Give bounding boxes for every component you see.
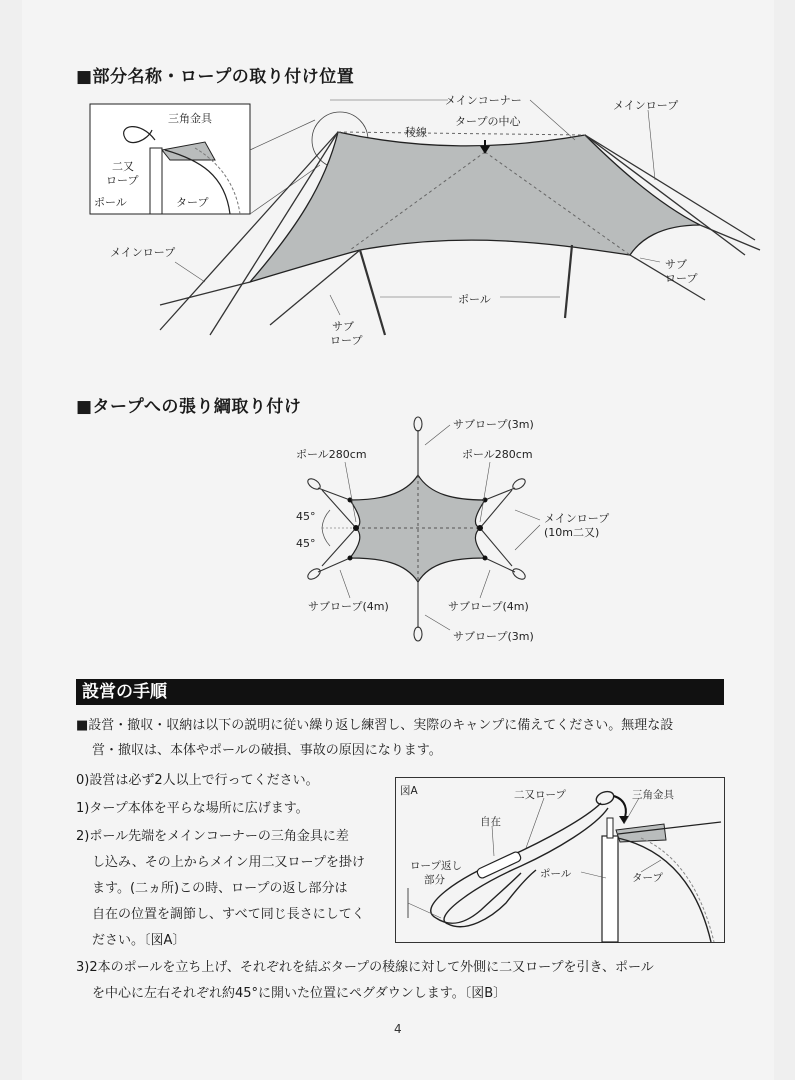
label-pole-left: ポール280cm xyxy=(296,448,367,461)
intro-line-1: ■設営・撤収・収納は以下の説明に従い繰り返し練習し、実際のキャンプに備えてください。無理な設 xyxy=(76,718,674,733)
label-triangle-fitting: 三角金具 xyxy=(168,112,212,125)
figure-a-label-triangle-fitting: 三角金具 xyxy=(632,789,674,801)
figure-a-box xyxy=(395,777,725,943)
section-title-setup: 設営の手順 xyxy=(76,679,724,705)
label-forked-rope-1: 二又 xyxy=(112,160,134,173)
figure-a-title: 図A xyxy=(400,785,418,797)
label-sub-rope-right-1: サブ xyxy=(665,258,687,271)
label-sub-rope-bottom-2: ロープ xyxy=(330,334,363,347)
step-2-line-3: ます。(二ヵ所)この時、ロープの返し部分は xyxy=(92,881,348,896)
label-tarp-center: タープの中心 xyxy=(455,115,521,128)
tarp-hexagon-diagram xyxy=(0,400,795,660)
label-sub-rope-bottom-1: サブ xyxy=(332,320,354,333)
label-main-corner: メインコーナー xyxy=(445,94,522,107)
step-2-line-5: ださい。〔図A〕 xyxy=(92,933,186,948)
page-number: 4 xyxy=(394,1022,402,1036)
step-3-line-2: を中心に左右それぞれ約45°に開いた位置にペグダウンします。〔図B〕 xyxy=(92,986,507,1001)
label-main-rope-left: メインロープ xyxy=(110,246,176,259)
step-1: 1)タープ本体を平らな場所に広げます。 xyxy=(76,801,309,816)
figure-a-label-rope-return-1: ロープ返し xyxy=(410,860,462,872)
label-main-rope-right: メインロープ xyxy=(613,99,679,112)
label-forked-rope-2: ロープ xyxy=(106,174,139,187)
label-sub-rope-bottom: サブロープ(3m) xyxy=(453,630,534,643)
label-ridge: 稜線 xyxy=(405,126,427,139)
label-main-rope-1: メインロープ xyxy=(544,512,610,525)
label-angle-bottom: 45° xyxy=(296,537,316,550)
intro-line-2: 営・撤収は、本体やポールの破損、事故の原因になります。 xyxy=(92,743,442,758)
step-0: 0)設営は必ず2人以上で行ってください。 xyxy=(76,773,319,788)
figure-a-label-adjuster: 自在 xyxy=(480,816,501,828)
section-title-guy-lines: ■タープへの張り綱取り付け xyxy=(76,397,302,417)
step-2-line-1: 2)ポール先端をメインコーナーの三角金具に差 xyxy=(76,829,349,844)
label-angle-top: 45° xyxy=(296,510,316,523)
label-pole: ポール xyxy=(458,293,491,306)
label-sub-rope-right-2: ロープ xyxy=(665,272,698,285)
figure-a-label-pole: ポール xyxy=(540,868,572,880)
label-main-rope-2: (10m二又) xyxy=(544,526,600,539)
figure-a-label-tarp: タープ xyxy=(632,872,663,884)
section-title-parts: ■部分名称・ロープの取り付け位置 xyxy=(76,67,355,87)
figure-a-label-rope-return-2: 部分 xyxy=(424,874,445,886)
figure-a-label-forked-rope: 二又ロープ xyxy=(514,789,566,801)
step-2-line-4: 自在の位置を調節し、すべて同じ長さにしてく xyxy=(92,907,365,922)
label-tarp-inset: タープ xyxy=(176,196,209,209)
label-sub-rope-right: サブロープ(4m) xyxy=(448,600,529,613)
step-2-line-2: し込み、その上からメイン用二又ロープを掛け xyxy=(92,855,365,870)
label-sub-rope-top: サブロープ(3m) xyxy=(453,418,534,431)
label-pole-right: ポール280cm xyxy=(462,448,533,461)
step-3-line-1: 3)2本のポールを立ち上げ、それぞれを結ぶタープの稜線に対して外側に二又ロープを引き、ポール xyxy=(76,960,654,975)
label-pole-inset: ポール xyxy=(94,196,127,209)
label-sub-rope-left: サブロープ(4m) xyxy=(308,600,389,613)
